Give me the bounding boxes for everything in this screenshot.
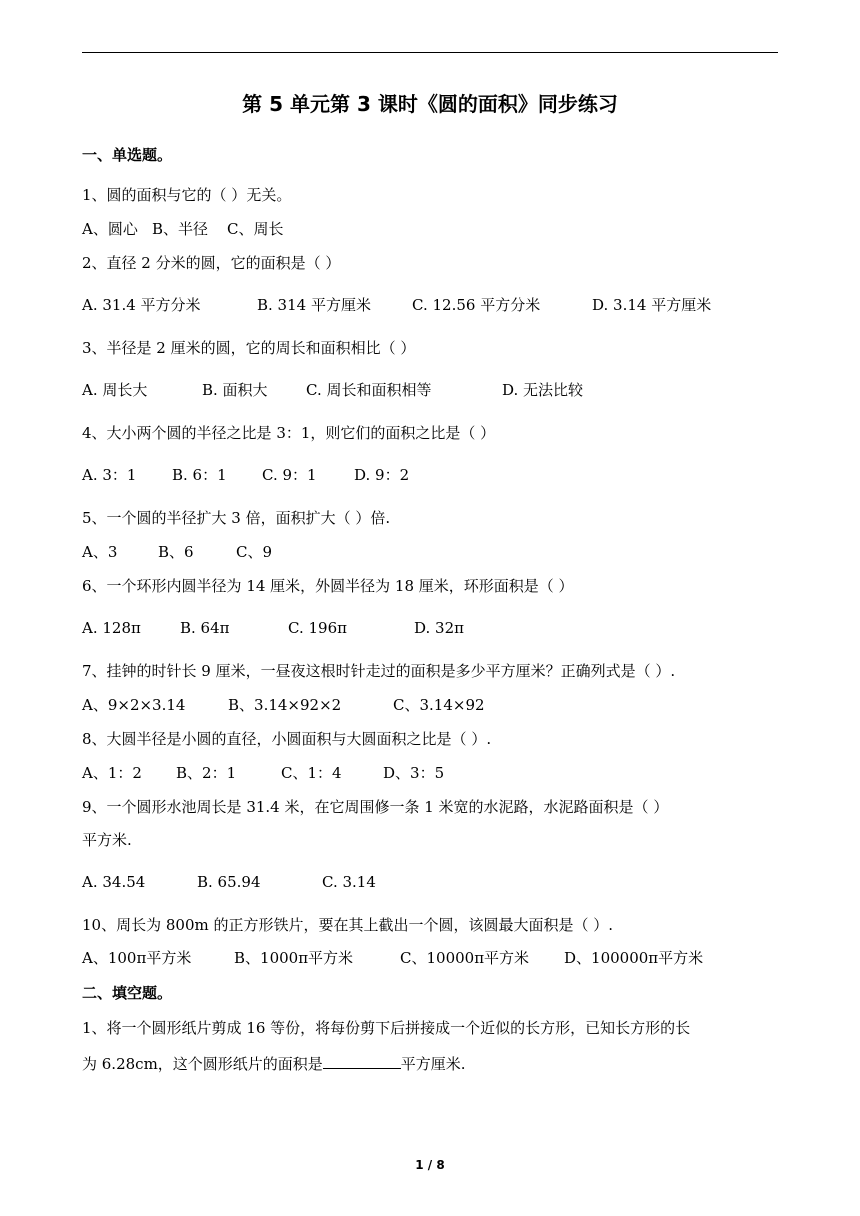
- question-1-option-a: A、圆心: [82, 220, 138, 238]
- question-1-option-c: C、周长: [227, 220, 284, 238]
- question-2-options: [82, 294, 711, 316]
- question-5-option-b: B、6: [158, 543, 194, 561]
- question-1-text: 1、圆的面积与它的（ ）无关。: [82, 186, 292, 204]
- question-7-option-a: A、9×2×3.14: [82, 696, 186, 714]
- question-3-text: 3、半径是 2 厘米的圆，它的周长和面积相比（ ）: [82, 339, 416, 357]
- question-4-option-c: C. 9：1: [262, 466, 317, 484]
- question-2-option-c: C. 12.56 平方分米: [412, 296, 541, 314]
- question-4-text: 4、大小两个圆的半径之比是 3：1，则它们的面积之比是（ ）: [82, 424, 496, 442]
- question-4-option-d: D. 9：2: [354, 466, 410, 484]
- question-8-options: [82, 762, 444, 784]
- question-8-option-a: A、1：2: [82, 764, 142, 782]
- question-3-option-b: B. 面积大: [202, 381, 268, 399]
- question-9-option-c: C. 3.14: [322, 873, 376, 891]
- question-10-option-a: A、100π平方米: [82, 949, 192, 967]
- question-10-option-d: D、100000π平方米: [564, 949, 704, 967]
- question-6-text: 6、一个环形内圆半径为 14 厘米，外圆半径为 18 厘米，环形面积是（ ）: [82, 577, 574, 595]
- question-6-option-a: A. 128π: [82, 619, 141, 637]
- question-2-option-a: A. 31.4 平方分米: [82, 296, 201, 314]
- question-10-option-c: C、10000π平方米: [400, 949, 530, 967]
- question-9-option-b: B. 65.94: [197, 873, 261, 891]
- question-8-option-d: D、3：5: [383, 764, 445, 782]
- question-7-text: 7、挂钟的时针长 9 厘米，一昼夜这根时针走过的面积是多少平方厘米？正确列式是（ ）.: [82, 662, 676, 680]
- question-9-text: 9、一个圆形水池周长是 31.4 米，在它周围修一条 1 米宽的水泥路，水泥路面积是（ ）: [82, 798, 669, 816]
- page-number: 1 / 8: [415, 1158, 445, 1172]
- question-3-option-d: D. 无法比较: [502, 381, 584, 399]
- question-2-text: 2、直径 2 分米的圆，它的面积是（ ）: [82, 254, 341, 272]
- question-2-option-b: B. 314 平方厘米: [257, 296, 371, 314]
- question-3-option-a: A. 周长大: [82, 381, 148, 399]
- question-3-options: [82, 379, 583, 401]
- question-1-option-b: B、半径: [152, 220, 209, 238]
- header-rule: [82, 52, 778, 53]
- page-title: 第 5 单元第 3 课时《圆的面积》同步练习: [242, 92, 618, 116]
- question-10-options: [82, 947, 703, 969]
- question-9-option-a: A. 34.54: [82, 873, 146, 891]
- question-4-option-b: B. 6：1: [172, 466, 227, 484]
- question-6-options: [82, 617, 464, 639]
- question-5-option-c: C、9: [236, 543, 273, 561]
- question-6-option-d: D. 32π: [414, 619, 464, 637]
- question-9-text-continued: 平方米.: [82, 831, 132, 849]
- question-2-option-d: D. 3.14 平方厘米: [592, 296, 712, 314]
- question-3-option-c: C. 周长和面积相等: [306, 381, 432, 399]
- question-7-options: [82, 694, 485, 716]
- question-8-text: 8、大圆半径是小圆的直径，小圆面积与大圆面积之比是（ ）.: [82, 730, 492, 748]
- section-heading-single-choice: 一、单选题。: [82, 146, 173, 164]
- fill-question-1-text-before: 为 6.28cm，这个圆形纸片的面积是: [82, 1055, 323, 1073]
- question-9-options: [82, 871, 376, 893]
- question-6-option-c: C. 196π: [288, 619, 347, 637]
- question-1-options: [82, 218, 283, 240]
- question-4-option-a: A. 3：1: [82, 466, 137, 484]
- question-5-option-a: A、3: [82, 543, 118, 561]
- fill-question-1-text-after: 平方厘米.: [400, 1055, 466, 1073]
- question-10-text: 10、周长为 800m 的正方形铁片，要在其上截出一个圆，该圆最大面积是（ ）.: [82, 916, 614, 934]
- question-10-option-b: B、1000π平方米: [234, 949, 354, 967]
- question-5-text: 5、一个圆的半径扩大 3 倍，面积扩大（ ）倍.: [82, 509, 391, 527]
- answer-blank: [323, 1052, 401, 1069]
- question-7-option-b: B、3.14×92×2: [228, 696, 342, 714]
- question-4-options: [82, 464, 409, 486]
- fill-question-1-line-1: 1、将一个圆形纸片剪成 16 等份，将每份剪下后拼接成一个近似的长方形，已知长方形的长: [82, 1019, 691, 1037]
- question-6-option-b: B. 64π: [180, 619, 230, 637]
- question-8-option-b: B、2：1: [176, 764, 237, 782]
- section-heading-fill-in: 二、填空题。: [82, 984, 173, 1002]
- question-7-option-c: C、3.14×92: [393, 696, 485, 714]
- question-5-options: [82, 541, 272, 563]
- question-8-option-c: C、1：4: [281, 764, 342, 782]
- fill-question-1-line-2: [82, 1052, 466, 1075]
